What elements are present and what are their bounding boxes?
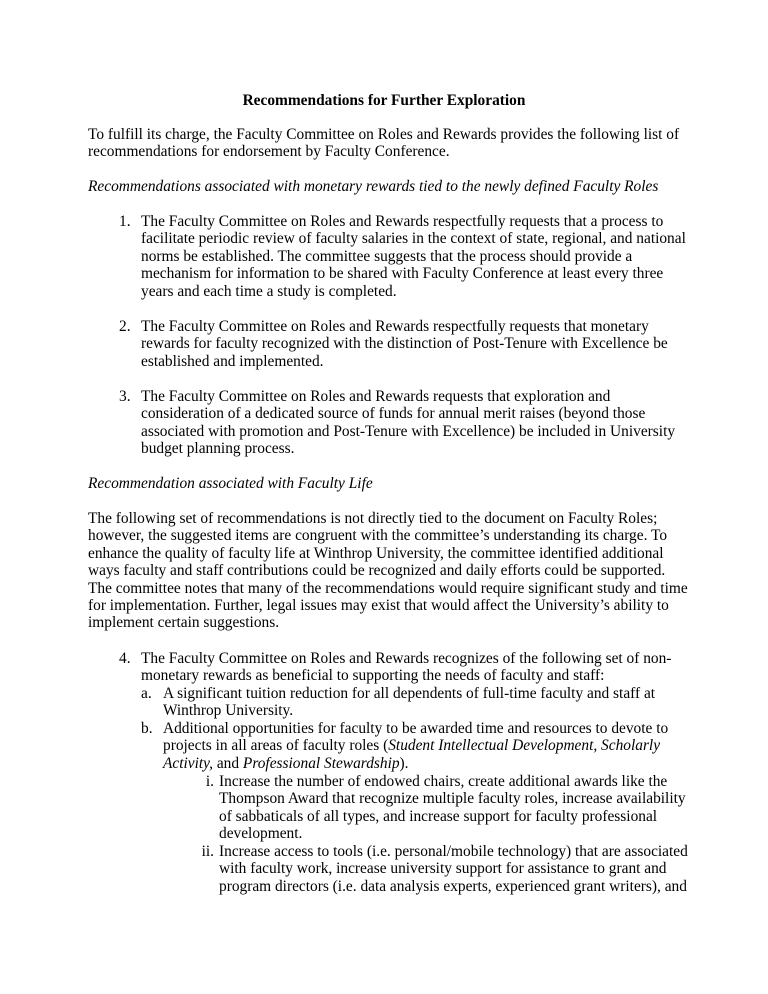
sublist-letter-a: a. bbox=[141, 685, 152, 702]
recommendation-3: The Faculty Committee on Roles and Rewards requests that exploration and consideration of a dedicated source of funds for annual merit raises (beyond those associated with promotion and Post-Tenure with Excellence) be included in University budget planning process. bbox=[141, 388, 676, 458]
sublist-numeral-i: i. bbox=[205, 773, 214, 790]
recommendation-4b-ii: Increase access to tools (i.e. personal/mobile technology) that are associated with faculty work, increase university support for assistance to grant and program directors (i.e. data analysis experts, experienced grant writers), and bbox=[219, 843, 688, 895]
list-number-1: 1. bbox=[119, 213, 131, 230]
intro-paragraph: To fulfill its charge, the Faculty Committee on Roles and Rewards provides the following list of recommendations for endorsement by Faculty Conference. bbox=[88, 126, 680, 161]
faculty-life-paragraph: The following set of recommendations is not directly tied to the document on Faculty Roles; however, the suggested items are congruent with the committee’s understanding its charge. To enhance the quality of faculty life at Winthrop University, the committee identified additional ways faculty and staff contributions could be recognized and daily efforts could be supported. The committee notes that many of the recommendations would require significant study and time for implementation. Further, legal issues may exist that would affect the University’s ability to implement certain suggestions. bbox=[88, 510, 688, 632]
sublist-numeral-ii: ii. bbox=[201, 843, 214, 860]
recommendation-4: The Faculty Committee on Roles and Rewards recognizes of the following set of non-monetary rewards as beneficial to supporting the needs of faculty and staff: bbox=[141, 650, 672, 685]
recommendation-4a: A significant tuition reduction for all dependents of full-time faculty and staff at Winthrop University. bbox=[163, 685, 656, 720]
list-number-4: 4. bbox=[119, 650, 131, 667]
recommendation-4b: Additional opportunities for faculty to be awarded time and resources to devote to projects in all areas of faculty roles (Student Intellectual Development, Scholarly Activity, and Professional Stewardship). bbox=[163, 720, 669, 772]
list-number-3: 3. bbox=[119, 388, 131, 405]
sublist-letter-b: b. bbox=[141, 720, 153, 737]
recommendation-1: The Faculty Committee on Roles and Rewards respectfully requests that a process to facilitate periodic review of faculty salaries in the context of state, regional, and national norms be established. The committee suggests that the process should provide a mechanism for information to be shared with Faculty Conference at least every three years and each time a study is completed. bbox=[141, 213, 686, 300]
document-title: Recommendations for Further Exploration bbox=[242, 92, 526, 109]
recommendation-4b-i: Increase the number of endowed chairs, create additional awards like the Thompson Award that recognize multiple faculty roles, increase availability of sabbaticals of all types, and increase support for faculty professional development. bbox=[219, 773, 686, 843]
section-heading-faculty-life: Recommendation associated with Faculty Life bbox=[88, 475, 373, 492]
section-heading-monetary: Recommendations associated with monetary rewards tied to the newly defined Faculty Roles bbox=[88, 178, 659, 195]
recommendation-2: The Faculty Committee on Roles and Rewards respectfully requests that monetary rewards for faculty recognized with the distinction of Post-Tenure with Excellence be established and implemented. bbox=[141, 318, 668, 370]
list-number-2: 2. bbox=[119, 318, 131, 335]
